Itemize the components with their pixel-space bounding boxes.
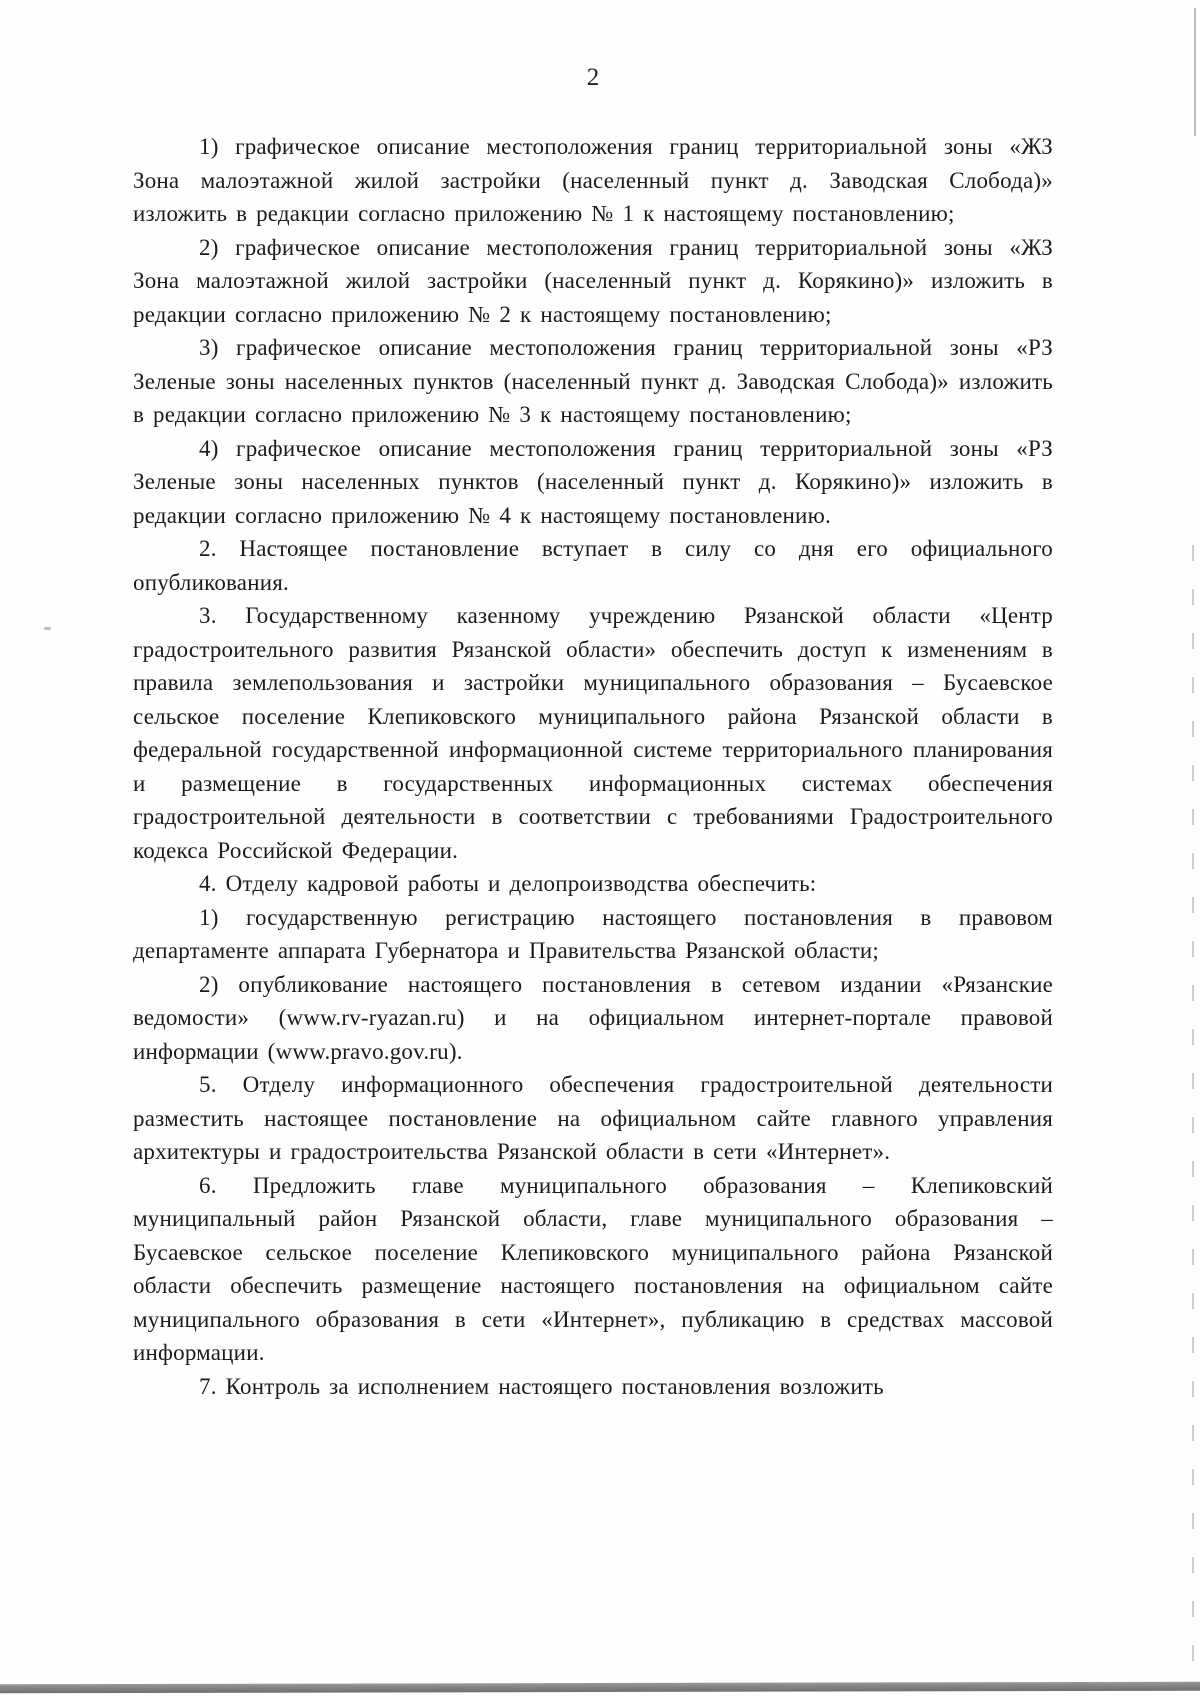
paragraph-subitem-4: 4) графическое описание местоположения границ территориальной зоны «РЗ Зеленые зоны населенных пунктов (населенный пункт д. Корякино)» изложить в редакции согласно приложению № 4 к настоящему постановлению.: [133, 435, 1053, 528]
paragraph-item-5: 5. Отделу информационного обеспечения градостроительной деятельности разместить настоящее постановление на официальном сайте главного управления архитектуры и градостроительства Рязанской области в сети «Интернет».: [133, 1072, 1053, 1164]
paragraph-item-4: 4. Отделу кадровой работы и делопроизводства обеспечить:: [199, 871, 817, 896]
scan-artifact-speck: [44, 627, 51, 630]
paragraph-item-4-sub-1: 1) государственную регистрацию настоящего постановления в правовом департаменте аппарата Губернатора и Правительства Рязанской области;: [133, 904, 1053, 963]
paragraph-subitem-1: 1) графическое описание местоположения границ территориальной зоны «ЖЗ Зона малоэтажной жилой застройки (населенный пункт д. Заводская Слобода)» изложить в редакции согласно приложению № 1 к настоящему постановлению;: [133, 134, 1053, 226]
paragraph-item-6: 6. Предложить главе муниципального образования – Клепиковский муниципальный район Рязанской области, главе муниципального образования – Бусаевское сельское поселение Клепиковского муниципального района Рязанской области обеспечить размещение настоящего постановления на официальном сайте муниципального образования в сети «Интернет», публикацию в средствах массовой информации.: [133, 1172, 1053, 1365]
paragraph-item-4-sub-2: 2) опубликование настоящего постановления в сетевом издании «Рязанские ведомости» (www.rv-ryazan.ru) и на официальном интернет-портале правовой информации (www.pravo.gov.ru).: [133, 971, 1053, 1064]
paragraph-item-3: 3. Государственному казенному учреждению Рязанской области «Центр градостроительного развития Рязанской области» обеспечить доступ к изменениям в правила землепользования и застройки муниципального образования – Бусаевское сельское поселение Клепиковского муниципального района Рязанской области в федеральной государственной информационной системе территориального планирования и размещение в государственных информационных системах обеспечения градостроительной деятельности в соответствии с требованиями Градостроительного кодекса Российской Федерации.: [133, 603, 1053, 863]
paragraph-item-2: 2. Настоящее постановление вступает в силу со дня его официального опубликования.: [133, 536, 1053, 595]
page-number: 2: [586, 64, 600, 91]
scan-artifact-vertical-line-top: [1194, 8, 1196, 136]
paragraph-item-7: 7. Контроль за исполнением настоящего постановления возложить: [199, 1373, 884, 1399]
paragraph-subitem-2: 2) графическое описание местоположения границ территориальной зоны «ЖЗ Зона малоэтажной жилой застройки (населенный пункт д. Корякино)» изложить в редакции согласно приложению № 2 к настоящему постановлению;: [133, 234, 1053, 327]
paragraph-subitem-3: 3) графическое описание местоположения границ территориальной зоны «РЗ Зеленые зоны населенных пунктов (населенный пункт д. Заводская Слобода)» изложить в редакции согласно приложению № 3 к настоящему постановлению;: [133, 335, 1053, 427]
scan-artifact-vertical-line-dashed: [1192, 545, 1194, 1690]
document-body: [133, 130, 1053, 1403]
scan-artifact-bottom-edge-bar: [0, 1682, 1200, 1694]
